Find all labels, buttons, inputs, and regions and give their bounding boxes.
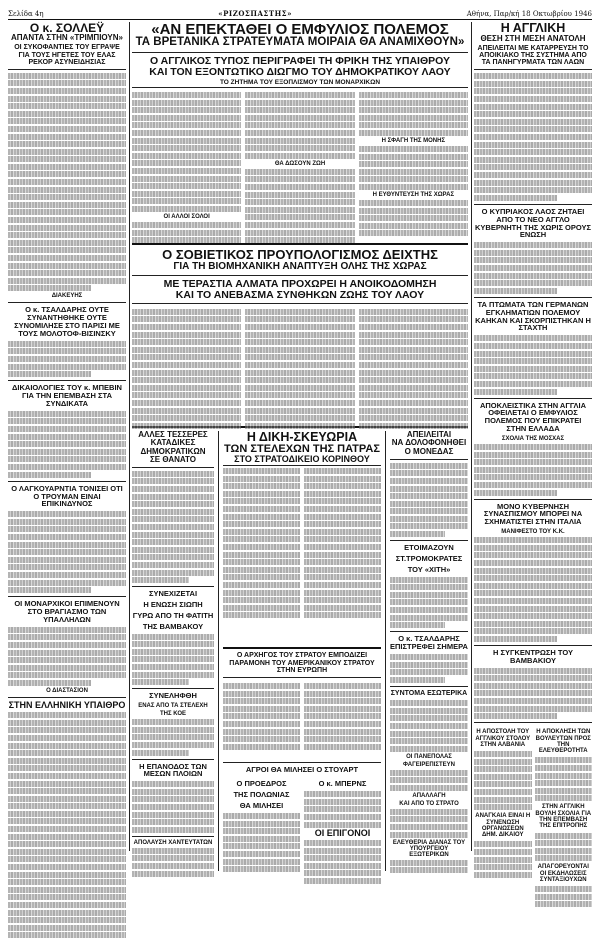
subhead-release: ΑΠΑΛΛΑΓΗ bbox=[412, 792, 446, 799]
subhead-slander: ΟΙ ΣΥΚΟΦΑΝΤΙΕΣ ΤΟΥ ΕΓΡΑΨΕ ΓΙΑ ΤΟΥΣ ΗΓΕΤΕΣ ΤΟΥ ΕΛΑΣ ΡΕΚΟΡ ΑΣΥΝΕΙΔΗΣΙΑΣ bbox=[14, 44, 120, 66]
headline-chi: ΤΟΥ «ΧΙΤΗ» bbox=[407, 564, 451, 574]
headline-pensioners: ΑΠΑΓΟΡΕΥΟΝΤΑΙ ΟΙ ΕΚΔΗΛΩΣΕΙΣ ΣΥΝΤΑΞΙΟΥΧΩΝ bbox=[537, 864, 589, 883]
headline-solley: Ο κ. ΣΟΛΛΕΫ bbox=[29, 21, 105, 35]
masthead bbox=[8, 6, 592, 20]
right-column bbox=[474, 21, 592, 883]
left-column bbox=[8, 22, 126, 851]
headline-monedas: Ο ΜΟΝΕΔΑΣ bbox=[404, 446, 454, 456]
page-number: Σελίδα 4η bbox=[8, 10, 44, 18]
subhead-cadre: ΕΝΑΣ ΑΠΟ ΤΑ ΣΤΕΛΕΧΗ bbox=[138, 703, 208, 710]
headline-ships-return: Η ΕΠΑΝΟΔΟΣ ΤΩΝ ΜΕΣΩΝ ΠΛΟΙΩΝ bbox=[139, 761, 207, 779]
signature-1: ΔΙΑΚΕΥΗΣ bbox=[51, 293, 83, 300]
headline-corinth-court: ΣΤΟ ΣΤΡΑΤΟΔΙΚΕΙΟ ΚΟΡΙΝΘΟΥ bbox=[223, 455, 381, 466]
headline-army-chief: Ο ΑΡΧΗΓΟΣ ΤΟΥ ΣΤΡΑΤΟΥ ΕΜΠΟΔΙΖΕΙ ΠΑΡΑΜΟΝΗ ΤΟΥ ΑΜΕΡΙΚΑΝΙΚΟΥ ΣΤΡΑΤΟΥ ΣΤΗΝ ΕΥΡΩΠΗ bbox=[229, 652, 375, 675]
headline-british-parliament: ΣΤΗΝ ΑΓΓΛΙΚΗ ΒΟΥΛΗ ΣΧΟΛΙΑ ΓΙΑ ΤΗΝ ΕΠΕΜΒΑΣΗ ΤΗΣ ΕΠΙΤΡΟΠΗΣ bbox=[535, 804, 592, 830]
headline-brief-domestic: ΣΥΝΤΟΜΑ ΕΣΩΤΕΡΙΚΑ bbox=[390, 689, 468, 697]
columns bbox=[8, 21, 592, 883]
label-give-life: ΘΑ ΔΩΣΟΥΝ ΖΩΗ bbox=[274, 160, 326, 167]
subhead-tribune: ΑΠΑΝΤΑ ΣΤΗΝ «ΤΡΙΜΠΙΟΥΝ» bbox=[11, 33, 123, 43]
subhead-reconstruction: ΜΕ ΤΕΡΑΣΤΙΑ ΑΛΜΑΤΑ ΠΡΟΧΩΡΕΙ Η ΑΝΟΙΚΟΔΟΜΗΣΗ bbox=[163, 277, 437, 290]
subhead-from-army: ΚΑΙ ΑΠΟ ΤΟ ΣΤΡΑΤΟ bbox=[399, 800, 459, 807]
headline-english: Η ΑΓΓΛΙΚΗ bbox=[500, 21, 566, 35]
headline-terrorists: ΣΤ.ΤΡΟΜΟΚΡΑΤΕΣ bbox=[395, 553, 463, 563]
headline-organizations-union: ΑΝΑΓΚΑΙΑ ΕΙΝΑΙ Η ΣΥΝΕΝΩΣΗ ΟΡΓΑΝΩΣΕΩΝ ΔΗΜ. ΔΙΚΑΙΟΥ bbox=[475, 813, 531, 839]
headline-president: Ο ΠΡΟΕΔΡΟΣ bbox=[236, 779, 287, 789]
headline-cotton: Η ΣΥΓΚΕΝΤΡΩΣΗ ΤΟΥ ΒΑΜΒΑΚΙΟΥ bbox=[492, 647, 574, 665]
headline-albania-fleet: Η ΑΠΟΣΤΟΛΗ ΤΟΥ ΑΓΓΛΙΚΟΥ ΣΤΟΛΟΥ ΣΤΗΝ ΑΛΒΑΝΙΑ bbox=[475, 729, 531, 748]
headline-arrested: ΣΥΝΕΛΗΦΘΗ bbox=[149, 691, 197, 701]
subhead-colonial-collapse: ΑΠΕΙΛΕΙΤΑΙ ΜΕ ΚΑΤΑΡΡΕΥΣΗ ΤΟ ΑΠΟΙΚΙΑΚΟ ΤΗΣ ΣΥΣΤΗΜΑ ΑΠΟ ΤΑ ΠΑΝΗΓΥΡΜΑΤΑ ΤΩΝ ΛΑΩΝ bbox=[477, 44, 589, 67]
subhead-fashion: ΑΠΟΛΑΥΣΗ ΧΑΝΤΕΥΤΑΤΩΝ bbox=[133, 839, 213, 846]
headline-bevin: ΔΙΚΑΙΟΛΟΓΙΕΣ ΤΟΥ κ. ΜΠΕΒΙΝ ΓΙΑ ΤΗΝ ΕΠΕΜΒΑΣΗ ΣΤΑ ΣΥΝΔΙΚΑΤΑ bbox=[12, 383, 122, 409]
label-country-responsibility: Η ΕΥΘΥΝΤΕΥΣΗ ΤΗΣ ΧΩΡΑΣ bbox=[372, 191, 455, 198]
headline-exclusively-england: ΑΠΟΚΛΕΙΣΤΙΚΑ ΣΤΗΝ ΑΓΓΛΙΑ ΟΦΕΙΛΕΤΑΙ Ο ΕΜΦΥΛΙΟΣ ΠΟΛΕΜΟΣ ΠΟΥ ΕΠΙΚΡΑΤΕΙ ΣΤΗΝ ΕΛΛΑΔΑ bbox=[479, 400, 587, 434]
headline-byrnes: Ο κ. ΜΠΕΡΝΣ bbox=[318, 779, 367, 789]
subhead-armament: ΤΟ ΖΗΤΗΜΑ ΤΟΥ ΕΞΟΠΛΙΣΜΟΥ ΤΩΝ ΜΟΝΑΡΧΙΚΩΝ bbox=[132, 79, 468, 88]
headline-laguardia: Ο ΛΑΓΚΟΥΑΡΝΤΙΑ ΤΟΝΙΣΕΙ ΟΤΙ Ο ΤΡΟΥΜΑΝ ΕΙΝΑΙ ΕΠΙΚΙΝΔΥΝΟΣ bbox=[11, 483, 123, 509]
headline-threatened: ΑΠΕΙΛΕΙΤΑΙ bbox=[406, 430, 452, 440]
headline-fatiti: ΓΥΡΩ ΑΠΟ ΤΗ ΦΑΤΙΤΗ bbox=[132, 610, 214, 620]
headline-epigonoi: ΟΙ ΕΠΙΓΟΝΟΙ bbox=[314, 828, 371, 839]
headline-tsaldaris-paris: Ο κ. ΤΣΑΛΔΑΡΗΣ ΟΥΤΕ ΣΥΝΑΝΤΗΘΗΚΕ ΟΥΤΕ ΣΥΝΟΜΙΛΗΣΕ ΣΤΟ ΠΑΡΙΣΙ ΜΕ ΤΟΥΣ ΜΟΛΟΤΟΦ-ΒΙΣΙΝΣΚΥ bbox=[14, 305, 120, 339]
headline-soviet-budget: Ο ΣΟΒΙΕΤΙΚΟΣ ΠΡΟΥΠΟΛΟΓΙΣΜΟΣ ΔΕΙΧΤΗΣ bbox=[162, 247, 438, 263]
headline-vamvakou: ΤΗΣ ΒΑΜΒΑΚΟΥ bbox=[142, 621, 204, 631]
headline-cyprus: Ο ΚΥΠΡΙΑΚΟΣ ΛΑΟΣ ΖΗΤΑΕΙ ΑΠΟ ΤΟ ΝΕΟ ΑΓΓΛΟ ΚΥΒΕΡΝΗΤΗ ΤΗΣ ΧΩΡΙΣ ΟΡΟΥΣ ΕΝΩΣΗ bbox=[475, 206, 591, 240]
headline-murdered: ΝΑ ΔΟΛΟΦΟΝΗΘΕΙ bbox=[391, 438, 467, 448]
banner-english-press: Ο ΑΓΓΛΙΚΟΣ ΤΥΠΟΣ ΠΕΡΙΓΡΑΦΕΙ ΤΗ ΦΡΙΚΗ ΤΗΣ ΥΠΑΙΘΡΟΥ bbox=[149, 55, 451, 68]
headline-mps-freedom: Η ΑΠΟΚΛΗΣΗ ΤΩΝ ΒΟΥΛΕΥΤΩΝ ΠΡΟΣ ΤΗΝ ΕΛΕΥΘΕΡΟΤΗΤΑ bbox=[535, 729, 591, 755]
headline-german-corpses: ΤΑ ΠΤΩΜΑΤΑ ΤΩΝ ΓΕΡΜΑΝΩΝ ΕΓΚΛΗΜΑΤΙΩΝ ΠΟΛΕΜΟΥ ΚΑΗΚΑΝ ΚΑΙ ΣΚΟΡΠΙΣΤΗΚΑΝ Η ΣΤΑΧΤΗ bbox=[475, 299, 591, 333]
banner-persecution: ΚΑΙ ΤΟΝ ΕΞΟΝΤΩΤΙΚΟ ΔΙΩΓΜΟ ΤΟΥ ΔΗΜΟΚΡΑΤΙΚΟΥ ΛΑΟΥ bbox=[149, 65, 451, 78]
headline-will-speak: ΘΑ ΜΙΛΗΣΕΙ bbox=[239, 801, 284, 811]
banner-british-troops: ΤΑ ΒΡΕΤΑΝΙΚΑ ΣΤΡΑΤΕΥΜΑΤΑ ΜΟΙΡΑΙΑ ΘΑ ΑΝΑΜΙΧΘΟΥΝ» bbox=[135, 36, 465, 49]
banner-civil-war: «ΑΝ ΕΠΕΚΤΑΘΕΙ Ο ΕΜΦΥΛΙΟΣ ΠΟΛΕΜΟΣ bbox=[151, 21, 449, 38]
center-columns bbox=[132, 21, 468, 858]
subhead-kk-manifesto: ΜΑΝΙΦΕΣΤΟ ΤΟΥ Κ.Κ. bbox=[501, 529, 565, 536]
subhead-moscow-comments: ΣΧΟΛΙΑ ΤΗΣ ΜΟΣΧΑΣ bbox=[501, 436, 565, 442]
label-other-soloi: ΟΙ ΑΛΛΟΙ ΣΟΛΟΙ bbox=[163, 213, 210, 220]
subhead-living-standards: ΚΑΙ ΤΟ ΑΝΕΒΑΣΜΑ ΣΥΝΘΗΚΩΝ ΖΩΗΣ ΤΟΥ ΛΑΟΥ bbox=[175, 288, 425, 301]
subhead-foreign-ministry: ΕΛΕΥΘΕΡΙΑ ΔΙΑΝΑΣ ΤΟΥ ΥΠΟΥΡΓΕΙΟΥ ΕΞΩΤΕΡΙΚΩΝ bbox=[392, 839, 466, 858]
subhead-industrial: ΓΙΑ ΤΗ ΒΙΟΜΗΧΑΝΙΚΗ ΑΝΑΠΤΥΞΗ ΟΛΗΣ ΤΗΣ ΧΩΡΑΣ bbox=[173, 260, 427, 272]
subhead-fageirepisteyn: ΦΑΓΕΙΡΕΠΙΣΤΕΥΝ bbox=[403, 761, 455, 768]
headline-convictions: ΚΑΤΑΔΙΚΕΣ bbox=[150, 438, 196, 448]
headline-silence: Η ΕΝΩΣΗ ΣΙΩΠΗ bbox=[143, 600, 203, 610]
subhead-middle-east: ΘΕΣΗ ΣΤΗ ΜΕΣΗ ΑΝΑΤΟΛΗ bbox=[480, 33, 586, 43]
article-solley-body bbox=[8, 73, 126, 292]
newspaper-page bbox=[8, 6, 592, 883]
label-monastery-massacre: Η ΣΦΑΓΗ ΤΗΣ ΜΟΝΗΣ bbox=[381, 137, 446, 144]
headline-poland: ΤΗΣ ΠΟΛΩΝΙΑΣ bbox=[233, 790, 290, 800]
headline-italy-coalition: ΜΟΝΟ ΚΥΒΕΡΝΗΣΗ ΣΥΝΑΣΠΙΣΜΟΥ ΜΠΟΡΕΙ ΝΑ ΣΧΗΜΑΤΙΣΤΕΙ ΣΤΗΝ ΙΤΑΛΙΑ bbox=[483, 501, 583, 527]
headline-greek-countryside: ΣΤΗΝ ΕΛΛΗΝΙΚΗ ΥΠΑΙΘΡΟ bbox=[8, 699, 126, 710]
headline-preparing: ΕΤΟΙΜΑΖΟΥΝ bbox=[404, 543, 454, 553]
headline-democrats: ΔΗΜΟΚΡΑΤΙΚΩΝ bbox=[140, 446, 206, 456]
headline-four-more: ΑΛΛΕΣ ΤΕΣΣΕΡΕΣ bbox=[138, 430, 208, 440]
headline-trial: Η ΔΙΚΗ-ΣΚΕΥΩΡΙΑ bbox=[246, 430, 358, 445]
headline-patras-cadres: ΤΩΝ ΣΤΕΛΕΧΩΝ ΤΗΣ ΠΑΤΡΑΣ bbox=[224, 443, 380, 456]
headline-continues: ΣΥΝΕΧΙΖΕΤΑΙ bbox=[148, 589, 198, 599]
headline-monarchists-employees: ΟΙ ΜΟΝΑΡΧΙΚΟΙ ΕΠΙΜΕΝΟΥΝ ΣΤΟ ΒΡΑΓΙΑΣΜΟ ΤΩΝ ΥΠΑΛΛΗΛΩΝ bbox=[14, 599, 120, 624]
issue-date: Αθήνα, Παρ/κή 18 Οκτωβρίου 1946 bbox=[466, 10, 592, 18]
subhead-panepolas: ΟΙ ΠΑΝΕΠΟΛΑΣ bbox=[406, 753, 452, 760]
headline-death: ΣΕ ΘΑΝΑΤΟ bbox=[150, 454, 196, 464]
headline-tsaldaris-returns: Ο κ. ΤΣΑΛΔΑΡΗΣ ΕΠΙΣΤΡΕΦΕΙ ΣΗΜΕΡΑ bbox=[390, 634, 468, 652]
headline-stuart-speaks: ΑΓΡΟΙ ΘΑ ΜΙΛΗΣΕΙ Ο ΣΤΟΥΑΡΤ bbox=[245, 765, 359, 775]
subhead-koe: ΤΗΣ ΚΟΕ bbox=[160, 711, 186, 718]
signature-2: Ο ΔΙΑΣΤΑΣΙΟΝ bbox=[46, 687, 88, 694]
newspaper-name: «ΡΙΖΟΣΠΑΣΤΗΣ» bbox=[218, 9, 293, 18]
